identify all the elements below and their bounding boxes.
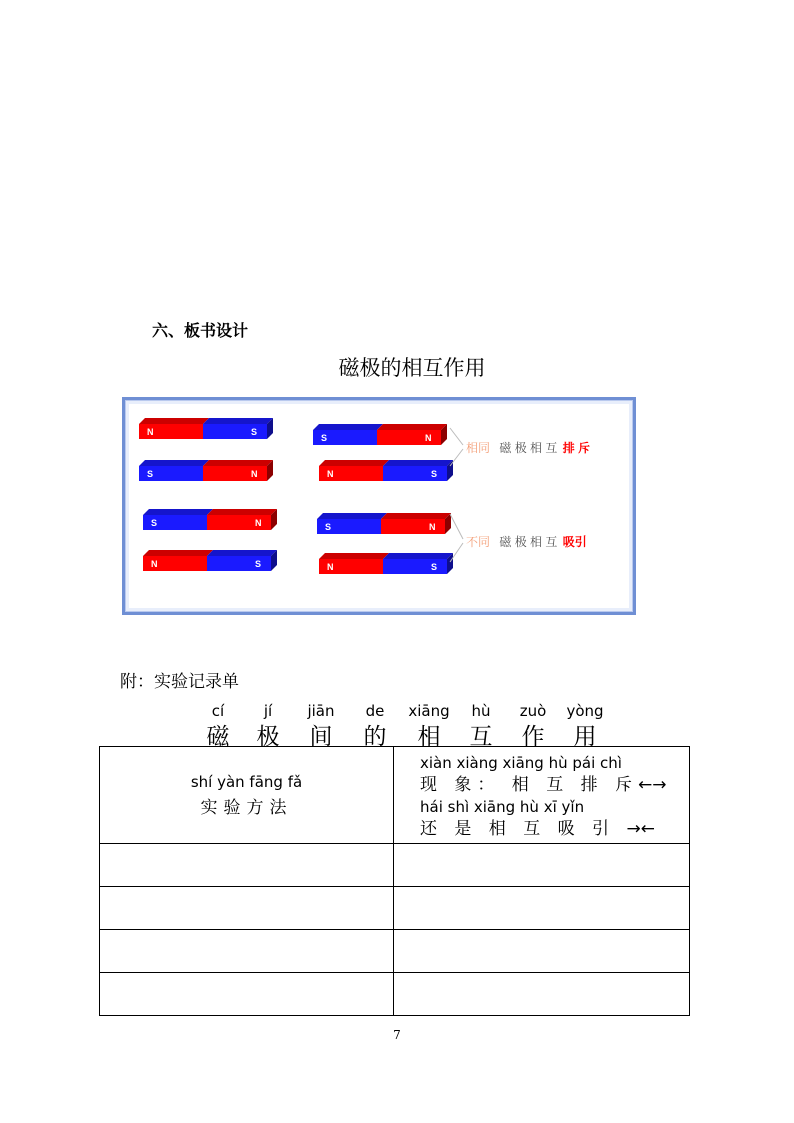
magnet-top-n bbox=[319, 460, 389, 466]
repel-arrows-icon: ←→ bbox=[638, 775, 667, 795]
pole-label-s: S bbox=[151, 518, 158, 528]
table-row bbox=[100, 973, 690, 1016]
pole-label-n: N bbox=[327, 562, 334, 572]
magnet-face-s bbox=[207, 556, 271, 571]
title-pinyin-syllable: cí bbox=[211, 702, 225, 720]
phenomenon-cell[interactable] bbox=[394, 887, 690, 930]
method-cell[interactable] bbox=[100, 973, 394, 1016]
connector-same-bottom bbox=[450, 449, 463, 466]
magnet-top-n bbox=[207, 509, 277, 515]
title-pinyin-syllable: de bbox=[365, 702, 385, 720]
title-pinyin-syllable: zuò bbox=[519, 702, 547, 720]
page-number: 7 bbox=[393, 1028, 401, 1042]
magnet-top-n bbox=[319, 553, 389, 559]
method-cell[interactable] bbox=[100, 887, 394, 930]
phen-line-2: 还 是 相 互 吸 引 bbox=[420, 819, 616, 839]
magnet-left-3 bbox=[143, 509, 277, 530]
title-pinyin-syllable: jiān bbox=[307, 702, 335, 720]
magnet-top-n bbox=[377, 424, 447, 430]
title-pinyin-syllable: hù bbox=[471, 702, 491, 720]
title-hanzi-char: 磁 bbox=[206, 724, 230, 750]
label-same bbox=[466, 440, 590, 455]
label-diff-middle: 磁 极 相 互 bbox=[499, 535, 558, 549]
table-row bbox=[100, 887, 690, 930]
pole-label-s: S bbox=[431, 469, 438, 479]
pole-label-n: N bbox=[251, 469, 258, 479]
label-same-prefix: 相同 bbox=[466, 441, 491, 455]
pole-label-s: S bbox=[325, 522, 332, 532]
magnet-left-4 bbox=[143, 550, 277, 571]
label-diff bbox=[466, 534, 587, 549]
magnet-right-2 bbox=[319, 460, 453, 481]
label-same-suffix: 排 斥 bbox=[562, 441, 591, 455]
record-table bbox=[99, 746, 690, 1016]
title-pinyin-syllable: yòng bbox=[566, 702, 604, 720]
magnet-right-1 bbox=[313, 424, 447, 445]
pole-label-s: S bbox=[321, 433, 328, 443]
magnet-top-s bbox=[203, 418, 273, 424]
table-row bbox=[100, 930, 690, 973]
title-hanzi-char: 间 bbox=[309, 724, 333, 750]
pole-label-n: N bbox=[151, 559, 158, 569]
label-diff-prefix: 不同 bbox=[466, 535, 491, 549]
magnet-top-n bbox=[139, 418, 209, 424]
record-table-header-row bbox=[100, 747, 690, 844]
method-cell[interactable] bbox=[100, 930, 394, 973]
title-hanzi-char: 用 bbox=[573, 724, 597, 750]
phenomenon-cell[interactable] bbox=[394, 844, 690, 887]
title-hanzi-char: 极 bbox=[256, 724, 280, 750]
pole-label-n: N bbox=[327, 469, 334, 479]
title-hanzi-char: 互 bbox=[469, 724, 493, 750]
attract-arrows-icon: →← bbox=[626, 819, 655, 839]
method-pinyin: shí yàn fāng fǎ bbox=[190, 773, 303, 791]
pole-label-s: S bbox=[251, 427, 258, 437]
magnet-top-s bbox=[383, 553, 453, 559]
phenomenon-header-cell bbox=[394, 747, 690, 844]
magnet-left-2 bbox=[139, 460, 273, 481]
pole-label-n: N bbox=[255, 518, 262, 528]
pole-label-s: S bbox=[431, 562, 438, 572]
phen-pinyin-1: xiàn xiàng xiāng hù pái chì bbox=[420, 754, 622, 772]
title-pinyin-syllable: xiāng bbox=[408, 702, 450, 720]
record-title-hanzi bbox=[180, 718, 620, 748]
board-title: 磁极的相互作用 bbox=[338, 356, 486, 380]
magnet-left-1 bbox=[139, 418, 273, 439]
magnet-top-s bbox=[139, 460, 209, 466]
phen-line-1: 现 象： 相 互 排 斥 bbox=[420, 775, 639, 795]
title-hanzi-char: 的 bbox=[363, 724, 387, 750]
appendix-title: 附：实验记录单 bbox=[120, 672, 239, 692]
method-header-cell bbox=[100, 747, 394, 844]
magnet-top-n bbox=[143, 550, 213, 556]
phenomenon-cell[interactable] bbox=[394, 973, 690, 1016]
title-hanzi-char: 作 bbox=[521, 724, 545, 750]
method-label: 实验方法 bbox=[200, 798, 293, 818]
pole-label-s: S bbox=[255, 559, 262, 569]
magnets-right-column bbox=[313, 424, 453, 574]
connector-diff-bottom bbox=[450, 543, 463, 562]
magnet-top-s bbox=[383, 460, 453, 466]
magnet-top-s bbox=[317, 513, 387, 519]
pole-label-n: N bbox=[147, 427, 154, 437]
magnet-top-n bbox=[381, 513, 451, 519]
magnets-left-column bbox=[139, 418, 277, 571]
table-row bbox=[100, 844, 690, 887]
label-diff-suffix: 吸引 bbox=[562, 535, 587, 549]
magnet-diagram bbox=[122, 397, 636, 615]
method-cell[interactable] bbox=[100, 844, 394, 887]
connector-diff-top bbox=[450, 514, 463, 539]
magnet-top-n bbox=[203, 460, 273, 466]
connector-same-top bbox=[450, 428, 463, 445]
pole-label-s: S bbox=[147, 469, 154, 479]
magnet-right-4 bbox=[319, 553, 453, 574]
magnet-right-3 bbox=[317, 513, 451, 534]
section-heading: 六、板书设计 bbox=[152, 321, 249, 340]
title-hanzi-char: 相 bbox=[417, 724, 441, 750]
label-same-middle: 磁 极 相 互 bbox=[499, 441, 558, 455]
magnet-top-s bbox=[143, 509, 213, 515]
label-connectors bbox=[450, 428, 463, 562]
magnet-face-s bbox=[203, 424, 267, 439]
magnet-diagram-svg bbox=[125, 400, 633, 612]
magnet-top-s bbox=[207, 550, 277, 556]
magnet-face-s bbox=[383, 466, 447, 481]
pole-label-n: N bbox=[425, 433, 432, 443]
pole-label-n: N bbox=[429, 522, 436, 532]
phen-pinyin-2: hái shì xiāng hù xī yǐn bbox=[420, 798, 585, 816]
phenomenon-cell[interactable] bbox=[394, 930, 690, 973]
magnet-face-s bbox=[383, 559, 447, 574]
magnet-top-s bbox=[313, 424, 383, 430]
title-pinyin-syllable: jí bbox=[263, 702, 273, 720]
